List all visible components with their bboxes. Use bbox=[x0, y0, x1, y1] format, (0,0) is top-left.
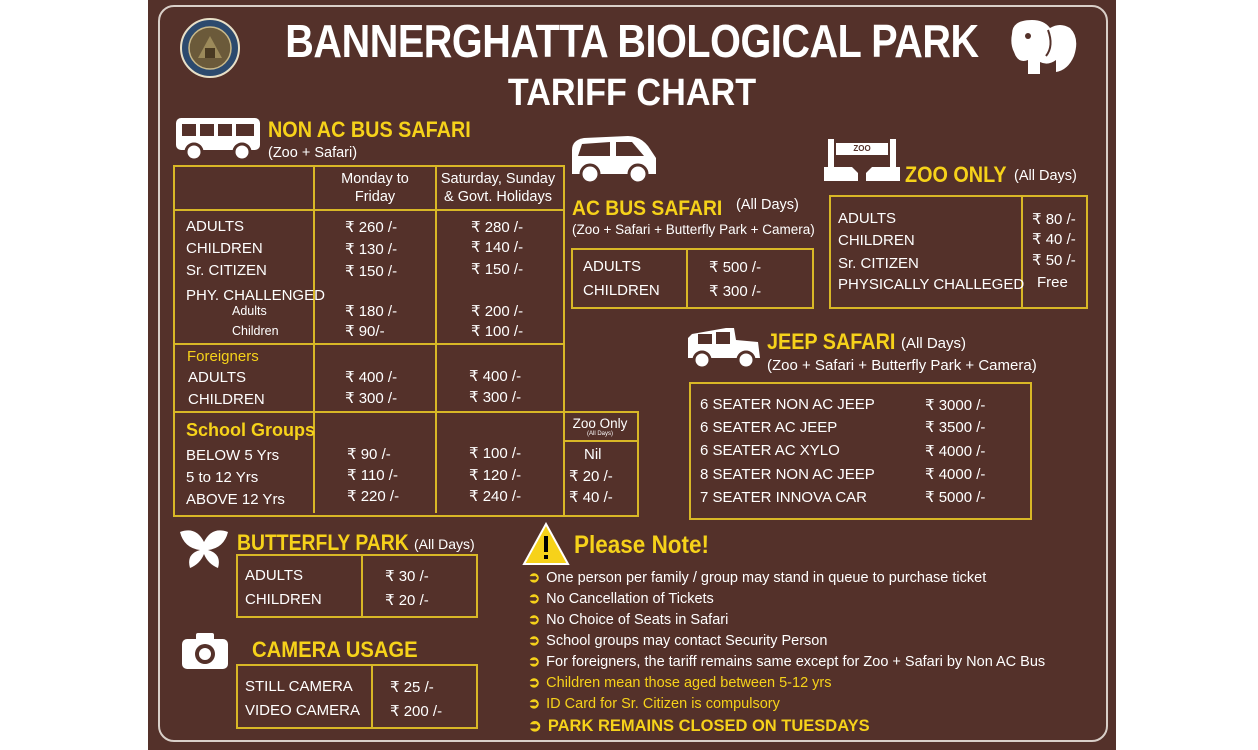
zoo-only-col-sub: (All Days) bbox=[586, 431, 613, 437]
row-label: Adults bbox=[232, 304, 267, 318]
row-label: 6 SEATER NON AC JEEP bbox=[700, 396, 875, 413]
row-price: ₹ 20 /- bbox=[569, 468, 613, 485]
row-label: STILL CAMERA bbox=[245, 678, 353, 695]
row-price: ₹ 40 /- bbox=[1032, 231, 1076, 248]
tariff-board bbox=[148, 0, 1116, 750]
butterfly-table bbox=[236, 554, 478, 618]
jeep-subtitle: (Zoo + Safari + Butterfly Park + Camera) bbox=[767, 357, 1037, 374]
row-price: ₹ 300 /- bbox=[709, 283, 762, 300]
row-label: PHYSICALLY CHALLEGED bbox=[838, 276, 1025, 293]
note-item: ➲ Children mean those aged between 5-12 yrs bbox=[528, 675, 832, 691]
note-item: ➲ ID Card for Sr. Citizen is compulsory bbox=[528, 696, 780, 712]
row-label: CHILDREN bbox=[245, 591, 322, 608]
row-price: ₹ 100 /- bbox=[471, 323, 524, 340]
row-price: ₹ 240 /- bbox=[469, 488, 522, 505]
row-label: VIDEO CAMERA bbox=[245, 702, 361, 719]
warning-icon bbox=[522, 522, 570, 566]
butterfly-title: BUTTERFLY PARK bbox=[237, 530, 409, 555]
row-price: ₹ 20 /- bbox=[385, 592, 429, 609]
row-price: Nil bbox=[584, 446, 602, 463]
row-label: 6 SEATER AC JEEP bbox=[700, 419, 838, 436]
row-price: ₹ 130 /- bbox=[345, 241, 398, 258]
foreigners-label: Foreigners bbox=[187, 348, 259, 365]
row-price: ₹ 80 /- bbox=[1032, 211, 1076, 228]
note-item: ➲ PARK REMAINS CLOSED ON TUESDAYS bbox=[528, 717, 870, 735]
note-item: ➲ For foreigners, the tariff remains same except for Zoo + Safari by Non AC Bus bbox=[528, 654, 1046, 670]
butterfly-icon bbox=[178, 528, 230, 572]
row-price: ₹ 4000 /- bbox=[925, 443, 986, 460]
row-label: 8 SEATER NON AC JEEP bbox=[700, 466, 875, 483]
row-label: ADULTS bbox=[186, 218, 245, 235]
jeep-title: JEEP SAFARI bbox=[767, 329, 896, 354]
note-item: ➲ No Choice of Seats in Safari bbox=[528, 612, 729, 628]
row-price: ₹ 140 /- bbox=[471, 239, 524, 256]
row-label: Sr. CITIZEN bbox=[838, 255, 919, 272]
row-price: ₹ 50 /- bbox=[1032, 252, 1076, 269]
col-weekday-l2: Friday bbox=[354, 189, 396, 205]
row-price: ₹ 180 /- bbox=[345, 303, 398, 320]
row-price: ₹ 300 /- bbox=[345, 390, 398, 407]
row-price: ₹ 4000 /- bbox=[925, 466, 986, 483]
jeep-icon bbox=[686, 324, 762, 372]
col-weekday-l1: Monday to bbox=[341, 171, 409, 187]
note-item: ➲ One person per family / group may stand in queue to purchase ticket bbox=[528, 570, 987, 586]
row-label: ABOVE 12 Yrs bbox=[186, 491, 285, 508]
van-icon bbox=[568, 134, 660, 186]
row-label: 5 to 12 Yrs bbox=[186, 469, 259, 486]
row-price: ₹ 200 /- bbox=[471, 303, 524, 320]
non-ac-title: NON AC BUS SAFARI bbox=[268, 117, 471, 142]
row-label: CHILDREN bbox=[186, 240, 263, 257]
row-price: ₹ 3000 /- bbox=[925, 397, 986, 414]
row-label: Sr. CITIZEN bbox=[186, 262, 267, 279]
row-price: ₹ 30 /- bbox=[385, 568, 429, 585]
row-label: 7 SEATER INNOVA CAR bbox=[700, 489, 867, 506]
row-price: ₹ 90/- bbox=[345, 323, 385, 340]
row-price: ₹ 3500 /- bbox=[925, 419, 986, 436]
row-price: ₹ 220 /- bbox=[347, 488, 400, 505]
row-price: ₹ 150 /- bbox=[471, 261, 524, 278]
row-label: ADULTS bbox=[838, 210, 897, 227]
row-label: 6 SEATER AC XYLO bbox=[700, 442, 840, 459]
zoo-only-days: (All Days) bbox=[1014, 168, 1077, 184]
row-label: BELOW 5 Yrs bbox=[186, 447, 280, 464]
row-label: CHILDREN bbox=[188, 391, 265, 408]
row-price: ₹ 150 /- bbox=[345, 263, 398, 280]
row-price: ₹ 300 /- bbox=[469, 389, 522, 406]
row-price: ₹ 280 /- bbox=[471, 219, 524, 236]
row-label: ADULTS bbox=[188, 369, 247, 386]
row-price: ₹ 400 /- bbox=[469, 368, 522, 385]
bus-icon bbox=[174, 116, 262, 162]
row-price: ₹ 120 /- bbox=[469, 467, 522, 484]
ac-bus-title: AC BUS SAFARI bbox=[572, 197, 723, 220]
row-price: ₹ 260 /- bbox=[345, 219, 398, 236]
page-subtitle: TARIFF CHART bbox=[507, 72, 757, 114]
row-price: ₹ 40 /- bbox=[569, 489, 613, 506]
col-weekend-l1: Saturday, Sunday bbox=[440, 171, 556, 187]
row-price: ₹ 5000 /- bbox=[925, 489, 986, 506]
zoo-only-title: ZOO ONLY bbox=[905, 162, 1007, 187]
notes-title: Please Note! bbox=[574, 531, 710, 559]
zoo-only-col: Zoo Only bbox=[572, 416, 628, 431]
zoo-gate-sign: ZOO bbox=[853, 144, 871, 153]
row-price: ₹ 25 /- bbox=[390, 679, 434, 696]
ac-bus-subtitle: (Zoo + Safari + Butterfly Park + Camera) bbox=[572, 222, 815, 237]
row-label: CHILDREN bbox=[583, 282, 660, 299]
row-price: Free bbox=[1037, 274, 1068, 291]
row-price: ₹ 110 /- bbox=[347, 467, 398, 484]
row-price: ₹ 200 /- bbox=[390, 703, 443, 720]
row-price: ₹ 100 /- bbox=[469, 445, 522, 462]
butterfly-days: (All Days) bbox=[414, 536, 475, 552]
row-label: ADULTS bbox=[245, 567, 304, 584]
camera-title: CAMERA USAGE bbox=[252, 637, 418, 662]
row-price: ₹ 400 /- bbox=[345, 369, 398, 386]
row-label: CHILDREN bbox=[838, 232, 915, 249]
note-item: ➲ School groups may contact Security Person bbox=[528, 633, 828, 649]
row-price: ₹ 500 /- bbox=[709, 259, 762, 276]
phy-label: PHY. CHALLENGED bbox=[186, 287, 325, 304]
jeep-days: (All Days) bbox=[901, 335, 967, 352]
page-title: BANNERGHATTA BIOLOGICAL PARK bbox=[285, 15, 979, 67]
row-label: Children bbox=[232, 324, 279, 338]
non-ac-subtitle: (Zoo + Safari) bbox=[268, 145, 358, 161]
camera-icon bbox=[180, 631, 230, 671]
row-label: ADULTS bbox=[583, 258, 642, 275]
ac-bus-days: (All Days) bbox=[736, 197, 799, 213]
row-price: ₹ 90 /- bbox=[347, 446, 391, 463]
note-item: ➲ No Cancellation of Tickets bbox=[528, 591, 714, 607]
col-weekend-l2: & Govt. Holidays bbox=[444, 189, 552, 205]
school-label: School Groups bbox=[186, 420, 316, 440]
